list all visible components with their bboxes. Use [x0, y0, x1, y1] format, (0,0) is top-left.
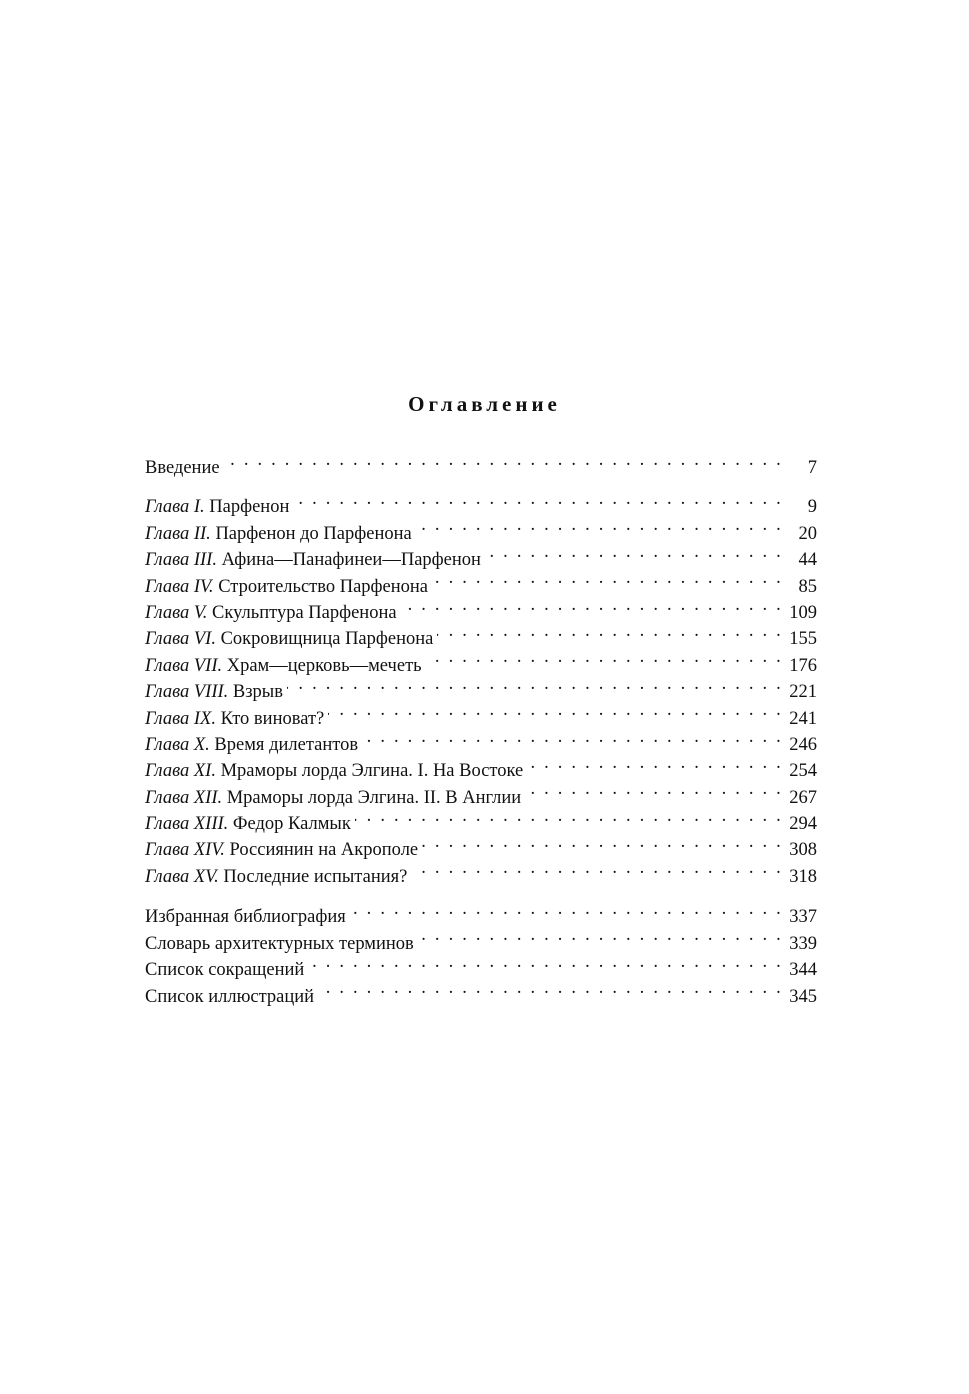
- dot-leader: [287, 671, 783, 697]
- entry-page-number: 267: [789, 787, 817, 808]
- entry-title: [145, 679, 283, 705]
- chapter-label: Глава X.: [145, 734, 210, 755]
- dot-leader: [437, 618, 783, 644]
- entry-title: [145, 547, 481, 573]
- toc-chapters-section: [145, 486, 817, 887]
- entry-title: [145, 574, 428, 600]
- entry-title: [145, 521, 412, 547]
- chapter-title: Последние испытания?: [223, 866, 408, 887]
- entry-title: [145, 706, 324, 732]
- entry-page-number: 337: [789, 907, 817, 928]
- chapter-label: Глава XI.: [145, 761, 216, 782]
- chapter-label: Глава XV.: [145, 866, 219, 887]
- dot-leader: [525, 776, 783, 802]
- entry-title: [145, 758, 523, 784]
- chapter-label: Глава VIII.: [145, 682, 229, 703]
- chapter-title: Время дилетантов: [214, 734, 359, 755]
- toc-back-matter-section: [145, 896, 817, 1007]
- entry-page-number: 246: [789, 734, 817, 755]
- entry-page-number: 176: [789, 655, 817, 676]
- chapter-label: Глава XIII.: [145, 814, 229, 835]
- chapter-title: Сокровищница Парфенона: [220, 629, 434, 650]
- entry-title: [145, 732, 358, 758]
- dot-leader: [432, 565, 783, 591]
- entry-page-number: 294: [789, 814, 817, 835]
- chapter-title: Федор Калмык: [232, 814, 351, 835]
- toc-entry-introduction: [145, 447, 817, 479]
- entry-title: Словарь архитектурных терминов: [145, 933, 414, 954]
- entry-page-number: 254: [789, 761, 817, 782]
- entry-title: Введение: [145, 458, 220, 479]
- entry-page-number: 7: [807, 458, 817, 479]
- toc-heading: Оглавление: [408, 392, 561, 416]
- dot-leader: [527, 750, 783, 776]
- entry-title: [145, 494, 289, 520]
- entry-page-number: 44: [798, 550, 817, 571]
- chapter-label: Глава I.: [145, 497, 205, 518]
- entry-title: Список иллюстраций: [145, 986, 315, 1007]
- entry-title: [145, 837, 418, 863]
- chapter-label: Глава XIV.: [145, 840, 225, 861]
- chapter-label: Глава II.: [145, 523, 211, 544]
- toc-entry-bibliography: [145, 896, 817, 928]
- entry-page-number: 9: [807, 497, 817, 518]
- chapter-title: Мраморы лорда Элгина. I. На Востоке: [220, 761, 524, 782]
- dot-leader: [418, 922, 783, 948]
- chapter-label: Глава V.: [145, 602, 208, 623]
- dot-leader: [426, 644, 783, 670]
- chapter-title: Россиянин на Акрополе: [229, 840, 419, 861]
- chapter-title: Храм—церковь—мечеть: [226, 655, 422, 676]
- dot-leader: [422, 829, 783, 855]
- chapter-title: Кто виноват?: [220, 708, 325, 729]
- entry-page-number: 221: [789, 682, 817, 703]
- toc-intro-section: [145, 447, 817, 479]
- dot-leader: [485, 539, 783, 565]
- dot-leader: [411, 855, 783, 881]
- dot-leader: [350, 896, 783, 922]
- toc-entry-chapter-1: [145, 486, 817, 518]
- chapter-label: Глава IV.: [145, 576, 214, 597]
- entry-page-number: 241: [789, 708, 817, 729]
- dot-leader: [318, 975, 783, 1001]
- dot-leader: [401, 592, 783, 618]
- chapter-label: Глава IX.: [145, 708, 216, 729]
- entry-page-number: 85: [798, 576, 817, 597]
- entry-page-number: 344: [789, 960, 817, 981]
- chapter-label: Глава III.: [145, 550, 217, 571]
- entry-page-number: 345: [789, 986, 817, 1007]
- chapter-label: Глава XII.: [145, 787, 223, 808]
- entry-title: Список сокращений: [145, 960, 305, 981]
- dot-leader: [308, 949, 783, 975]
- entry-page-number: 308: [789, 840, 817, 861]
- chapter-title: Скульптура Парфенона: [212, 602, 397, 623]
- dot-leader: [416, 512, 783, 538]
- dot-leader: [362, 724, 783, 750]
- entry-title: [145, 626, 433, 652]
- entry-page-number: 339: [789, 933, 817, 954]
- entry-page-number: 20: [798, 523, 817, 544]
- dot-leader: [293, 486, 783, 512]
- chapter-label: Глава VII.: [145, 655, 223, 676]
- chapter-title: Строительство Парфенона: [218, 576, 429, 597]
- chapter-title: Мраморы лорда Элгина. II. В Англии: [226, 787, 522, 808]
- entry-page-number: 109: [789, 602, 817, 623]
- chapter-title: Афина—Панафинеи—Парфенон: [221, 550, 481, 571]
- chapter-label: Глава VI.: [145, 629, 216, 650]
- entry-page-number: 155: [789, 629, 817, 650]
- dot-leader: [224, 447, 783, 473]
- dot-leader: [355, 803, 783, 829]
- chapter-title: Парфенон: [209, 497, 290, 518]
- entry-title: [145, 864, 407, 890]
- entry-page-number: 318: [789, 866, 817, 887]
- entry-title: [145, 600, 397, 626]
- chapter-title: Парфенон до Парфенона: [215, 523, 412, 544]
- chapter-title: Взрыв: [232, 682, 283, 703]
- entry-title: [145, 811, 351, 837]
- dot-leader: [328, 697, 783, 723]
- entry-title: Избранная библиография: [145, 907, 346, 928]
